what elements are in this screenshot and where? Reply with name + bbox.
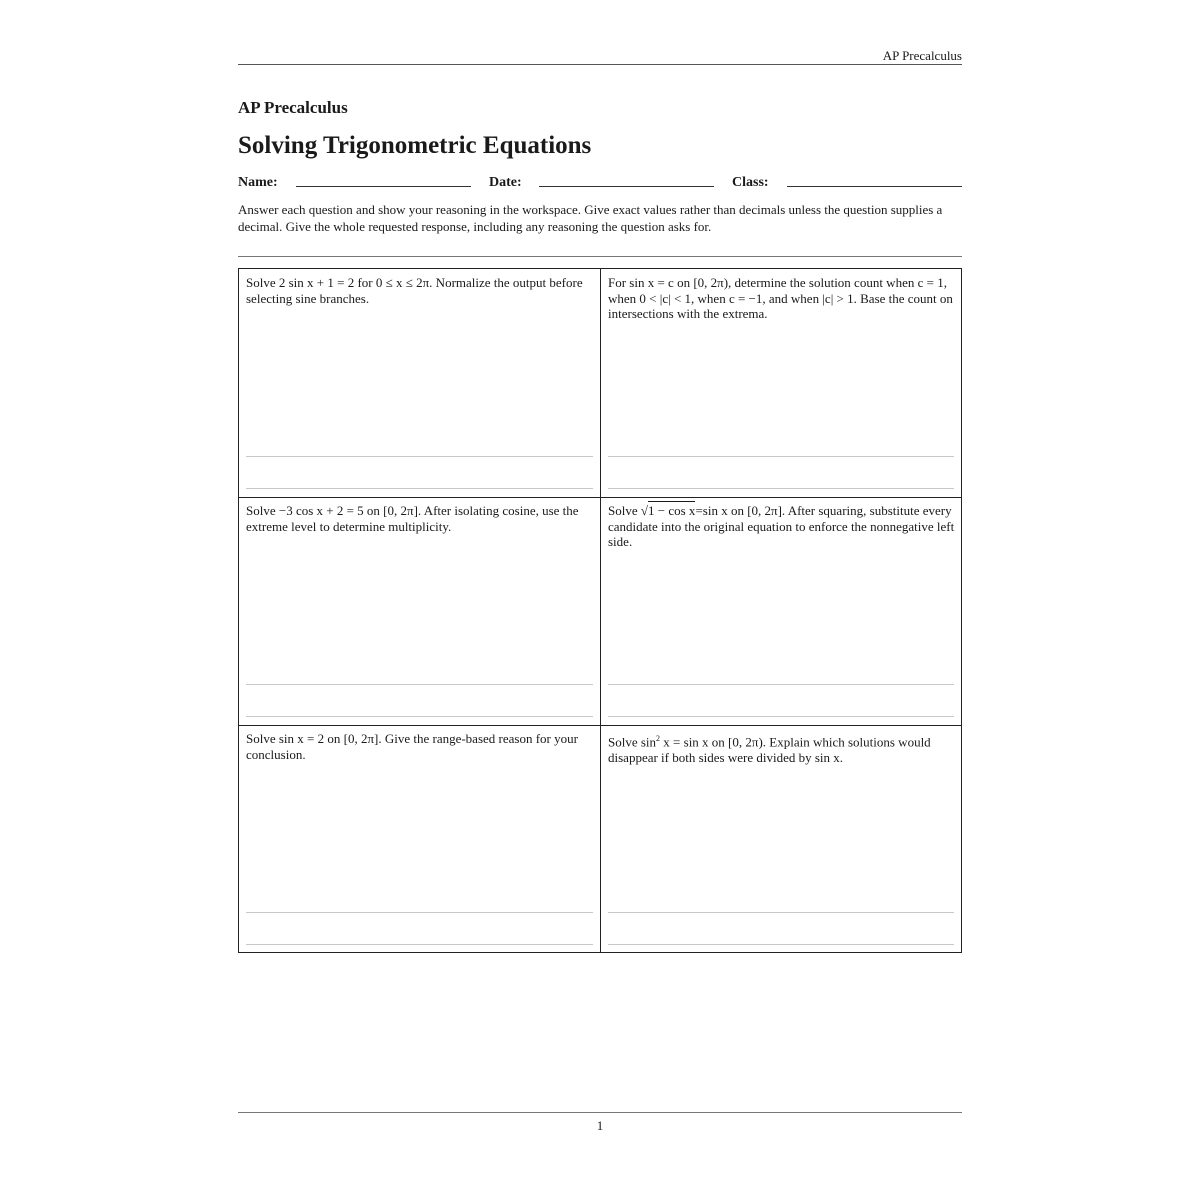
question-prompt-1: Solve 2 sin x + 1 = 2 for 0 ≤ x ≤ 2π. Normalize the output before selecting sine branches. [246,275,583,306]
answer-line[interactable] [246,456,593,457]
prompt-text-before: Solve sin [608,734,657,750]
radicand: 1 − cos x [648,503,696,518]
question-prompt-4 [608,503,955,550]
question-cell-1 [239,269,600,497]
question-cell-5 [239,725,600,952]
date-label: Date: [489,175,522,190]
course-name: AP Precalculus [238,98,348,117]
instructions: Answer each question and show your reasoning in the workspace. Give exact values rather than decimals unless the question supplies a decimal. Give the whole requested response, including any reasoning the question asks for. [238,202,943,234]
date-field[interactable] [539,186,714,187]
prompt-text-after: =sin x on [0, 2π]. After squaring, substitute every candidate into the original equation to enforce the nonnegative left side. [608,503,955,549]
answer-line[interactable] [246,944,593,945]
answer-line[interactable] [608,944,954,945]
question-grid [238,268,962,953]
exponent: 2 [656,734,661,743]
prompt-text-before: Solve [608,503,641,518]
question-cell-6 [601,725,961,952]
answer-line[interactable] [246,488,593,489]
running-header: AP Precalculus [882,48,962,63]
prompt-text-after: x = sin x on [0, 2π). Explain which solutions would disappear if both sides were divided by sin x. [608,734,931,765]
page-title: Solving Trigonometric Equations [238,132,592,159]
name-field[interactable] [296,186,471,187]
question-cell-4 [601,497,961,725]
answer-line[interactable] [246,912,593,913]
name-label: Name: [238,175,278,190]
answer-line[interactable] [608,456,954,457]
class-label: Class: [732,175,769,190]
question-prompt-6 [608,731,955,765]
footer-rule [238,1112,962,1113]
question-prompt-5: Solve sin x = 2 on [0, 2π]. Give the range-based reason for your conclusion. [246,731,578,762]
question-cell-3 [239,497,600,725]
question-prompt-2: For sin x = c on [0, 2π), determine the solution count when c = 1, when 0 < |c| < 1, when c = −1, and when |c| > 1. Base the count on intersections with the extrema. [608,275,953,321]
section-rule [238,256,962,257]
answer-line[interactable] [608,684,954,685]
page-number: 1 [596,1118,604,1133]
answer-line[interactable] [246,716,593,717]
answer-line[interactable] [246,684,593,685]
question-cell-2 [601,269,961,497]
header-rule [238,64,962,65]
answer-line[interactable] [608,488,954,489]
answer-line[interactable] [608,912,954,913]
class-field[interactable] [787,186,962,187]
question-prompt-3: Solve −3 cos x + 2 = 5 on [0, 2π]. After isolating cosine, use the extreme level to determine multiplicity. [246,503,579,534]
answer-line[interactable] [608,716,954,717]
radical-sign: √ [640,503,649,518]
